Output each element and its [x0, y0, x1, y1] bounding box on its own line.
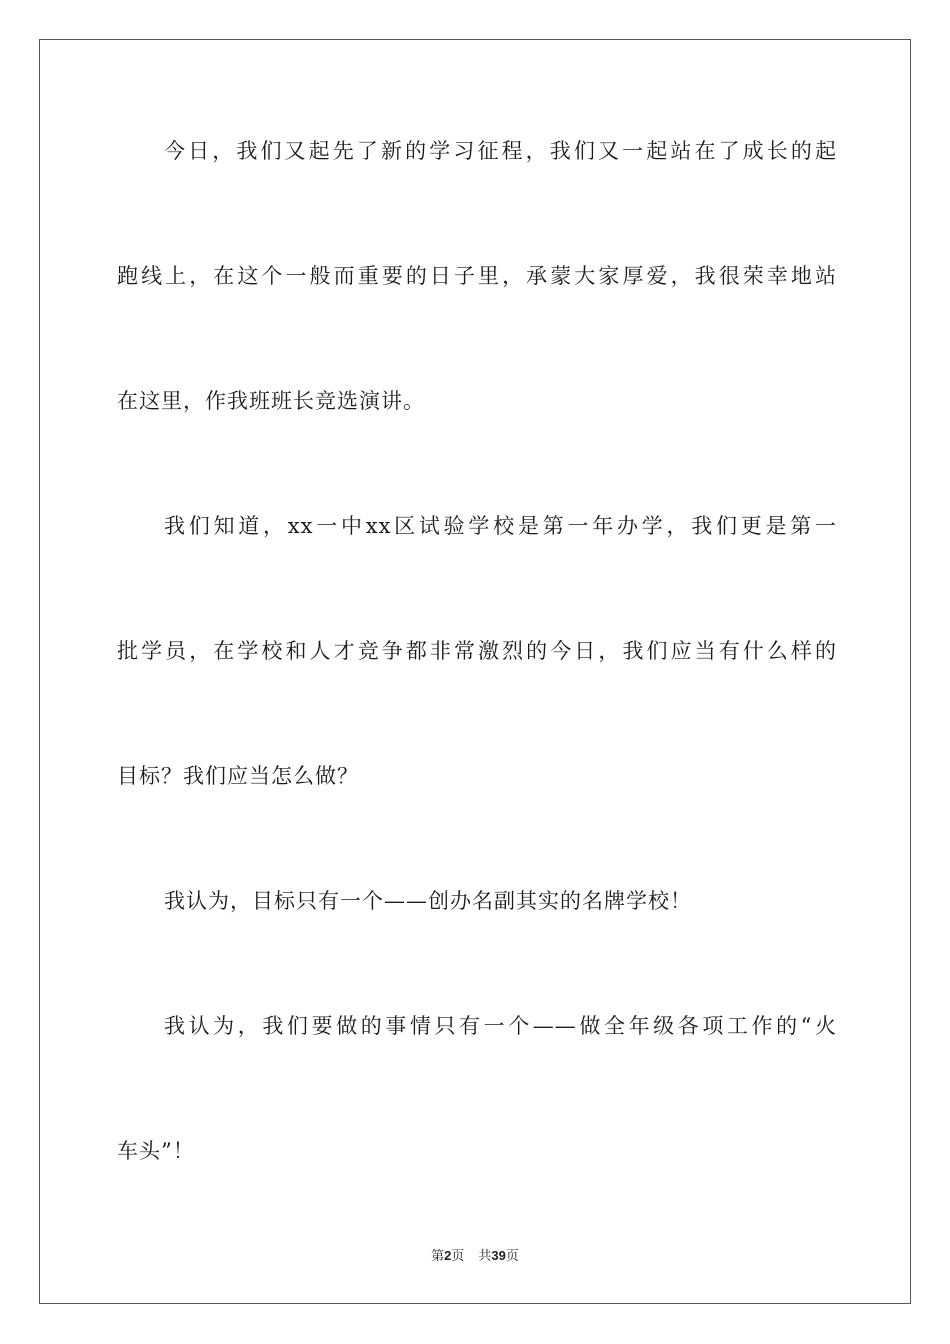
total-prefix: 共: [478, 1249, 492, 1264]
paragraph-2-line-2: 批学员，在学校和人才竞争都非常激烈的今日，我们应当有什么样的: [117, 639, 837, 663]
page-frame: [39, 39, 911, 1304]
paragraph-1-line-1: 今日，我们又起先了新的学习征程，我们又一起站在了成长的起: [164, 139, 837, 163]
total-suffix: 页: [505, 1249, 519, 1264]
paragraph-2-line-1: 我们知道，xx一中xx区试验学校是第一年办学，我们更是第一: [164, 514, 837, 538]
page-suffix: 页: [451, 1249, 465, 1264]
page-footer: [0, 1247, 950, 1266]
paragraph-1-line-2: 跑线上，在这个一般而重要的日子里，承蒙大家厚爱，我很荣幸地站: [117, 264, 837, 288]
total-pages: 39: [491, 1248, 506, 1263]
paragraph-1-line-3: 在这里，作我班班长竞选演讲。: [117, 389, 425, 413]
page-number: 2: [444, 1248, 452, 1263]
paragraph-3-line-1: 我认为，目标只有一个——创办名副其实的名牌学校！: [164, 889, 692, 913]
page-prefix: 第: [431, 1249, 445, 1264]
paragraph-2-line-3: 目标？我们应当怎么做？: [117, 764, 359, 788]
paragraph-4-line-1: 我认为，我们要做的事情只有一个——做全年级各项工作的“火: [164, 1014, 837, 1038]
paragraph-4-line-2: 车头”！: [117, 1139, 195, 1163]
